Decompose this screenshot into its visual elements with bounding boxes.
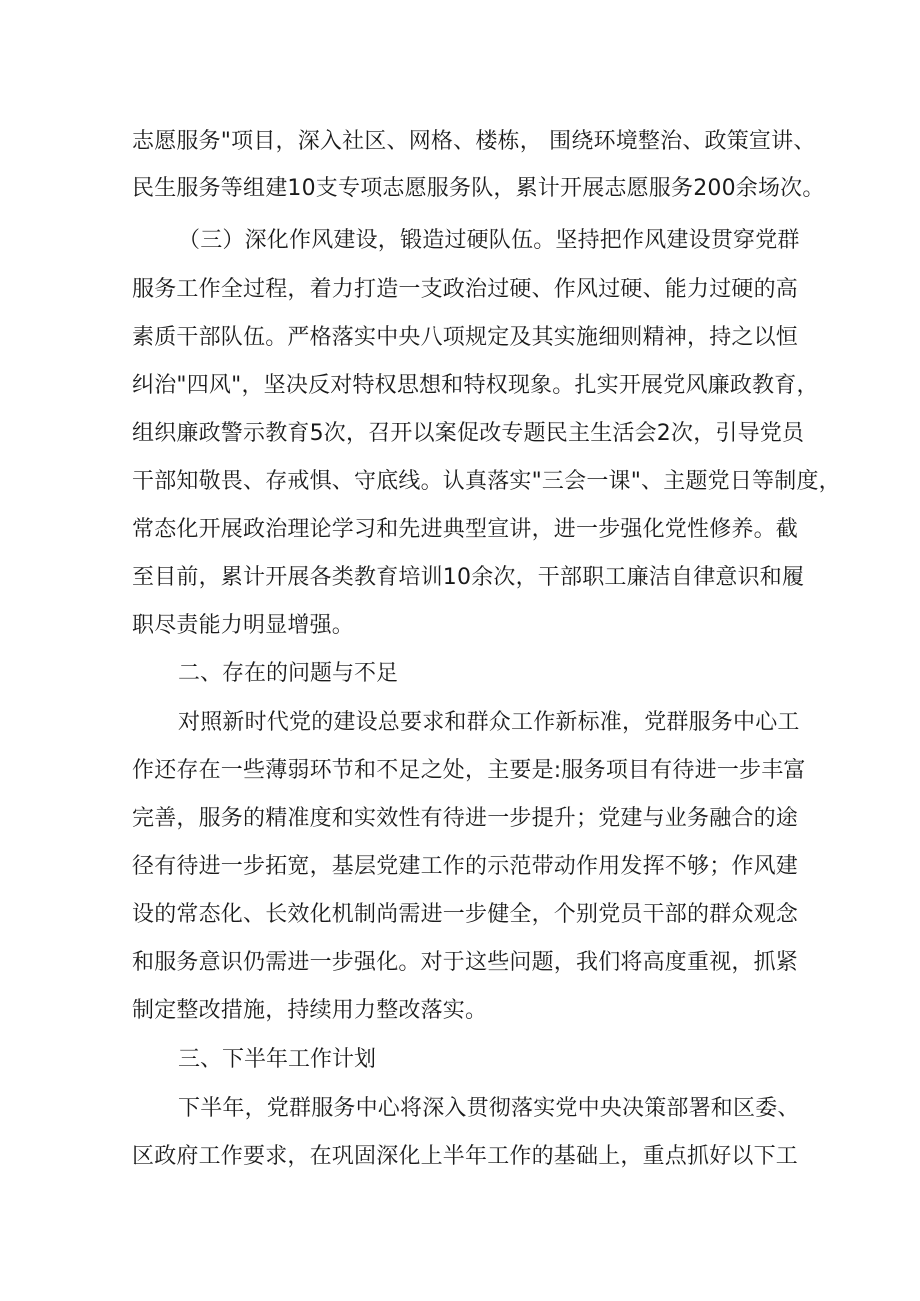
paragraph-line: 服务工作全过程，着力打造一支政治过硬、作风过硬、能力过硬的高 [132,277,799,302]
paragraph-line: 作还存在一些薄弱环节和不足之处，主要是:服务项目有待进一步丰富 [132,758,806,783]
paragraph-line: 区政府工作要求，在巩固深化上半年工作的基础上，重点抓好以下工 [132,1144,799,1169]
section-three-first-line: （三）深化作风建设，锻造过硬队伍。坚持把作风建设贯穿党群 [178,228,800,253]
paragraph-line: 职尽责能力明显增强。 [132,613,355,638]
paragraph-first-line: 下半年，党群服务中心将深入贯彻落实党中央决策部署和区委、 [178,1096,800,1121]
paragraph-line: 纠治"四风"，坚决反对特权思想和特权现象。扎实开展党风廉政教育， [132,373,819,398]
paragraph-line: 和服务意识仍需进一步强化。对于这些问题，我们将高度重视，抓紧 [132,950,799,975]
paragraph-line: 制定整改措施，持续用力整改落实。 [132,998,488,1023]
paragraph-line: 至目前，累计开展各类教育培训10余次，干部职工廉洁自律意识和履 [132,565,805,590]
paragraph-line: 志愿服务"项目，深入社区、网格、楼栋， 围绕环境整治、政策宣讲、 [132,129,816,154]
paragraph-line: 设的常态化、长效化机制尚需进一步健全，个别党员干部的群众观念 [132,902,799,927]
paragraph-line: 组织廉政警示教育5次，召开以案促改专题民主生活会2次，引导党员 [132,421,805,446]
paragraph-line: 常态化开展政治理论学习和先进典型宣讲，进一步强化党性修养。截 [132,517,799,542]
paragraph-line: 民生服务等组建10支专项志愿服务队，累计开展志愿服务200余场次。 [132,176,825,201]
paragraph-line: 干部知敬畏、存戒惧、守底线。认真落实"三会一课"、主题党日等制度， [132,469,841,494]
paragraph-line: 素质干部队伍。严格落实中央八项规定及其实施细则精神，持之以恒 [132,325,799,350]
paragraph-first-line: 对照新时代党的建设总要求和群众工作新标准，党群服务中心工 [178,710,800,735]
paragraph-line: 完善，服务的精准度和实效性有待进一步提升；党建与业务融合的途 [132,806,799,831]
paragraph-line: 径有待进一步拓宽，基层党建工作的示范带动作用发挥不够；作风建 [132,854,799,879]
section-heading-plan: 三、下半年工作计划 [178,1047,377,1072]
section-heading-problems: 二、存在的问题与不足 [178,661,399,686]
